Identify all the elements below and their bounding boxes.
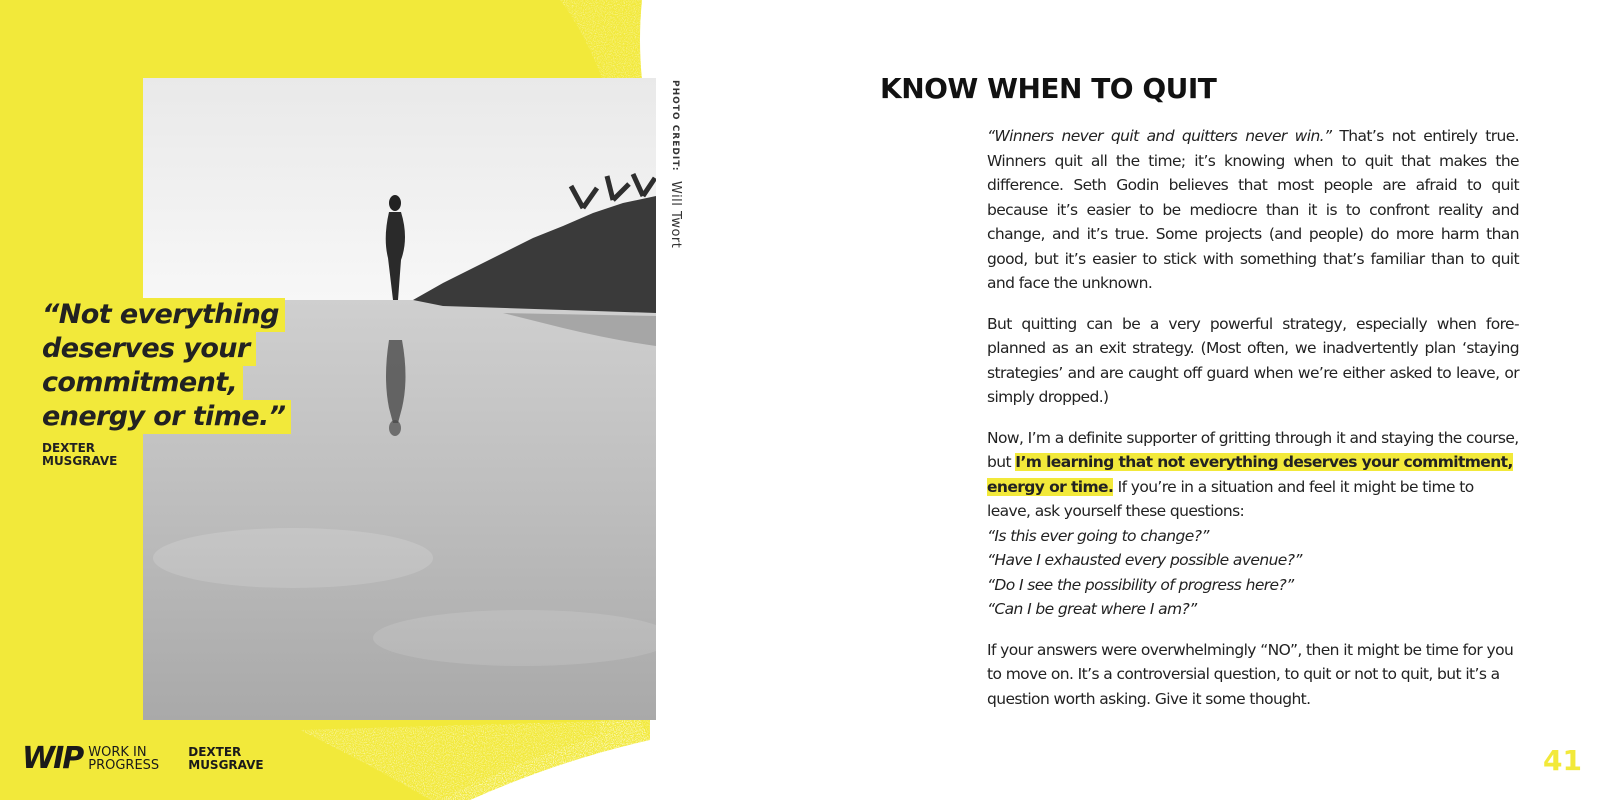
- photo-credit-label: PHOTO CREDIT:: [670, 80, 680, 172]
- page-number: 41: [1543, 744, 1582, 777]
- paragraph-1: [987, 124, 1519, 296]
- footer-author: [188, 746, 278, 772]
- paragraph-3: [987, 426, 1519, 622]
- footer: [22, 742, 278, 776]
- pull-quote-author-last: MUSGRAVE: [42, 454, 118, 468]
- footer-author-last: MUSGRAVE: [188, 758, 264, 772]
- wip-logo: WIP: [22, 741, 83, 776]
- photo-credit: [668, 80, 683, 249]
- question-item: “Have I exhausted every possible avenue?”: [987, 551, 1302, 569]
- pull-quote-line: “Not everything: [40, 298, 285, 332]
- footer-author-first: DEXTER: [188, 745, 242, 759]
- paragraph-4: If your answers were overwhelmingly “NO”, then it might be time for you to move on. It’s a controversial question, to quit or not to quit, but it’s a question worth asking. Give it some thought.: [987, 640, 1514, 708]
- paragraph-2: But quitting can be a very powerful strategy, especially when fore-planned as an exit strategy. (Most often, we inadvertently plan ‘staying strategies’ and are caught off guard when we’re either asked to leave, or simply dropped.): [987, 314, 1519, 406]
- paragraph-3-end: If you’re in a situation and feel it might be time to leave, ask yourself these questions:: [987, 477, 1474, 520]
- photo-credit-name: Will Twort: [668, 181, 683, 249]
- opening-quote: “Winners never quit and quitters never win.”: [987, 127, 1332, 145]
- highlighted-sentence: I’m learning that not everything deserves your commitment, energy or time.: [987, 453, 1513, 496]
- wip-tagline-line-1: WORK IN: [88, 745, 147, 760]
- pull-quote-line: commitment,: [40, 366, 243, 400]
- wip-tagline-line-2: PROGRESS: [88, 758, 160, 773]
- article-body: [987, 124, 1519, 727]
- question-item: “Can I be great where I am?”: [987, 600, 1197, 618]
- article-title: KNOW WHEN TO QUIT: [880, 72, 1217, 105]
- wip-tagline: [88, 746, 170, 772]
- pull-quote-author-first: DEXTER: [42, 441, 96, 455]
- pull-quote-line: deserves your: [40, 332, 256, 366]
- paragraph-1-text: That’s not entirely true. Winners quit all the time; it’s knowing when to quit that makes the difference. Seth Godin believes that most people are afraid to quit because it’s easier to be mediocre than it is to confront reality and change, and it’s true. Some projects (and people) do more harm than good, but it’s easier to stick with something that’s familiar than to quit and face the unknown.: [987, 127, 1520, 292]
- question-item: “Is this ever going to change?”: [987, 526, 1209, 545]
- pull-quote-line: energy or time.”: [40, 400, 291, 434]
- paragraph-3-start: Now, I’m a definite supporter of gritting through it and staying the course, but: [987, 428, 1519, 471]
- question-item: “Do I see the possibility of progress here?”: [987, 575, 1294, 594]
- pull-quote: [40, 298, 286, 468]
- pull-quote-author: [40, 442, 152, 468]
